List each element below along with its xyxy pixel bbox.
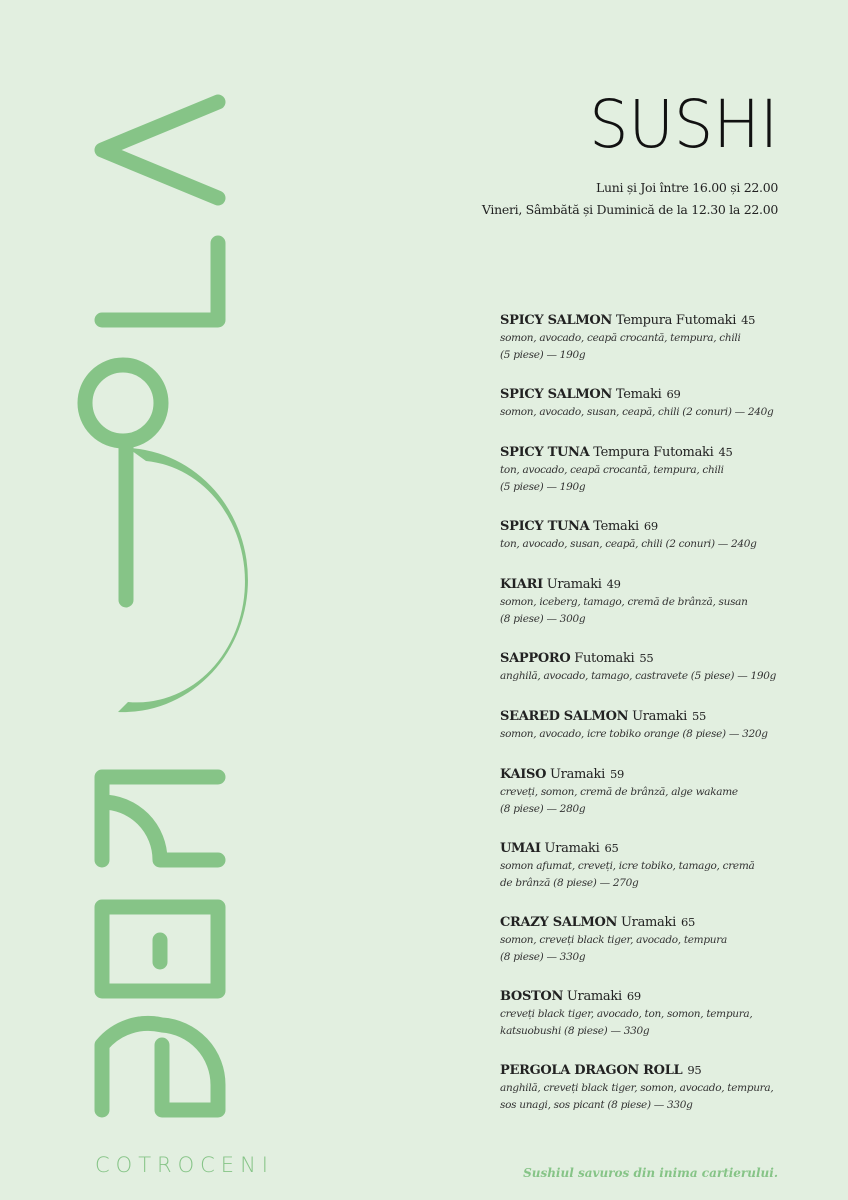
menu-item-price: 45	[718, 445, 733, 459]
menu-item-type: Temaki	[593, 519, 639, 534]
menu-item-name: SAPPORO	[500, 651, 571, 666]
menu-item-type: Tempura Futomaki	[593, 445, 714, 460]
menu-item-header	[500, 913, 800, 932]
menu-item-name: SPICY TUNA	[500, 445, 590, 460]
menu-item-type: Uramaki	[544, 841, 600, 856]
menu-item-type: Tempura Futomaki	[615, 313, 737, 328]
menu-item	[500, 575, 800, 628]
menu-item	[500, 839, 800, 892]
menu-item-description: anghilă, creveți black tiger, somon, avocado, tempura,	[500, 1082, 774, 1094]
menu-item-name: SEARED SALMON	[500, 709, 629, 724]
menu-item	[500, 765, 800, 818]
menu-item-name: KAISO	[500, 767, 547, 782]
menu-item-name: UMAI	[500, 841, 541, 856]
menu-item-type: Uramaki	[550, 767, 605, 782]
menu-item-description: (5 piese) — 190g	[500, 349, 586, 361]
menu-item-price: 65	[680, 915, 695, 929]
menu-item-description: anghilă, avocado, tamago, castravete (5 piese) — 190g	[500, 670, 777, 682]
menu-item-type: Futomaki	[574, 651, 635, 666]
menu-item-header	[500, 1061, 800, 1080]
menu-item-header	[500, 443, 800, 462]
menu-item-price: 69	[643, 519, 658, 533]
menu-item-type: Uramaki	[566, 989, 622, 1004]
menu-item-description: creveți, somon, cremă de brânză, alge wakame	[500, 786, 738, 798]
menu-item-description: ton, avocado, ceapă crocantă, tempura, chili	[500, 464, 724, 476]
menu-item-price: 69	[666, 387, 681, 401]
menu-item-description: somon, iceberg, tamago, cremă de brânză, susan	[500, 596, 748, 608]
menu-item-description: somon, avocado, icre tobiko orange (8 piese) — 320g	[500, 728, 768, 740]
menu-item-name: KIARI	[500, 577, 543, 592]
menu-item-description: (8 piese) — 330g	[500, 951, 586, 963]
menu-item	[500, 987, 800, 1040]
pergola-logo	[0, 0, 360, 1200]
menu-item-price: 65	[604, 841, 619, 855]
menu-item-header	[500, 575, 800, 594]
menu-item-description: somon afumat, creveți, icre tobiko, tamago, cremă	[500, 860, 755, 872]
menu-item-type: Uramaki	[632, 709, 687, 724]
menu-item	[500, 707, 800, 743]
menu-item-description: somon, creveți black tiger, avocado, tempura	[500, 934, 727, 946]
hours-line: Vineri, Sâmbătă și Duminică de la 12.30 la 22.00	[481, 202, 778, 217]
menu-item-header	[500, 311, 800, 330]
menu-item-header	[500, 707, 800, 726]
menu-item-price: 69	[626, 989, 641, 1003]
menu-item	[500, 649, 800, 685]
menu-item-name: SPICY SALMON	[500, 313, 613, 328]
menu-item-header	[500, 649, 800, 668]
menu-item-price: 49	[606, 577, 621, 591]
logo-letter-r	[102, 777, 218, 860]
menu-item-header	[500, 839, 800, 858]
logo-letter-a	[102, 102, 218, 198]
menu-item-price: 59	[609, 767, 624, 781]
logo-letter-p	[102, 1023, 218, 1110]
menu-item	[500, 1061, 800, 1114]
menu-item-price: 55	[639, 651, 654, 665]
menu-title: SUSHI	[588, 86, 778, 163]
menu-item-name: BOSTON	[500, 989, 564, 1004]
menu-item	[500, 517, 800, 553]
menu-item-header	[500, 385, 800, 404]
menu-item-price: 45	[741, 313, 756, 327]
hours-line: Luni și Joi între 16.00 și 22.00	[595, 180, 778, 195]
menu-item-header	[500, 987, 800, 1006]
menu-item-name: SPICY TUNA	[500, 519, 590, 534]
logo-letter-l	[102, 243, 218, 320]
menu-item-description: (5 piese) — 190g	[500, 481, 586, 493]
logo-letter-g	[118, 448, 248, 712]
menu-item-description: de brânză (8 piese) — 270g	[500, 877, 639, 889]
menu-item-type: Uramaki	[546, 577, 602, 592]
menu-item-description: (8 piese) — 300g	[500, 613, 586, 625]
menu-item-description: creveți black tiger, avocado, ton, somon, tempura,	[500, 1008, 753, 1020]
menu-item-name: PERGOLA DRAGON ROLL	[500, 1063, 683, 1078]
menu-item-description: (8 piese) — 280g	[500, 803, 586, 815]
menu-item-description: somon, avocado, susan, ceapă, chili (2 conuri) — 240g	[500, 406, 774, 418]
menu-item	[500, 311, 800, 364]
menu-item-type: Uramaki	[621, 915, 676, 930]
menu-item-name: CRAZY SALMON	[500, 915, 618, 930]
menu-item-description: ton, avocado, susan, ceapă, chili (2 conuri) — 240g	[500, 538, 757, 550]
opening-hours	[482, 177, 778, 221]
menu-item	[500, 385, 800, 421]
menu-item-price: 55	[692, 709, 707, 723]
menu-item-name: SPICY SALMON	[500, 387, 613, 402]
location-label: COTROCENI	[95, 1153, 274, 1177]
menu-item	[500, 913, 800, 966]
menu-item-description: sos unagi, sos picant (8 piese) — 330g	[500, 1099, 693, 1111]
menu-item-description: somon, avocado, ceapă crocantă, tempura, chili	[500, 332, 741, 344]
tagline: Sushiul savuros din inima cartierului.	[523, 1166, 778, 1180]
menu-item-type: Temaki	[615, 387, 662, 402]
menu-item-header	[500, 517, 800, 536]
menu-item-description: katsuobushi (8 piese) — 330g	[500, 1025, 650, 1037]
logo-letter-o	[85, 365, 161, 441]
menu-item-price: 95	[687, 1063, 702, 1077]
menu-item	[500, 443, 800, 496]
menu-item-header	[500, 765, 800, 784]
